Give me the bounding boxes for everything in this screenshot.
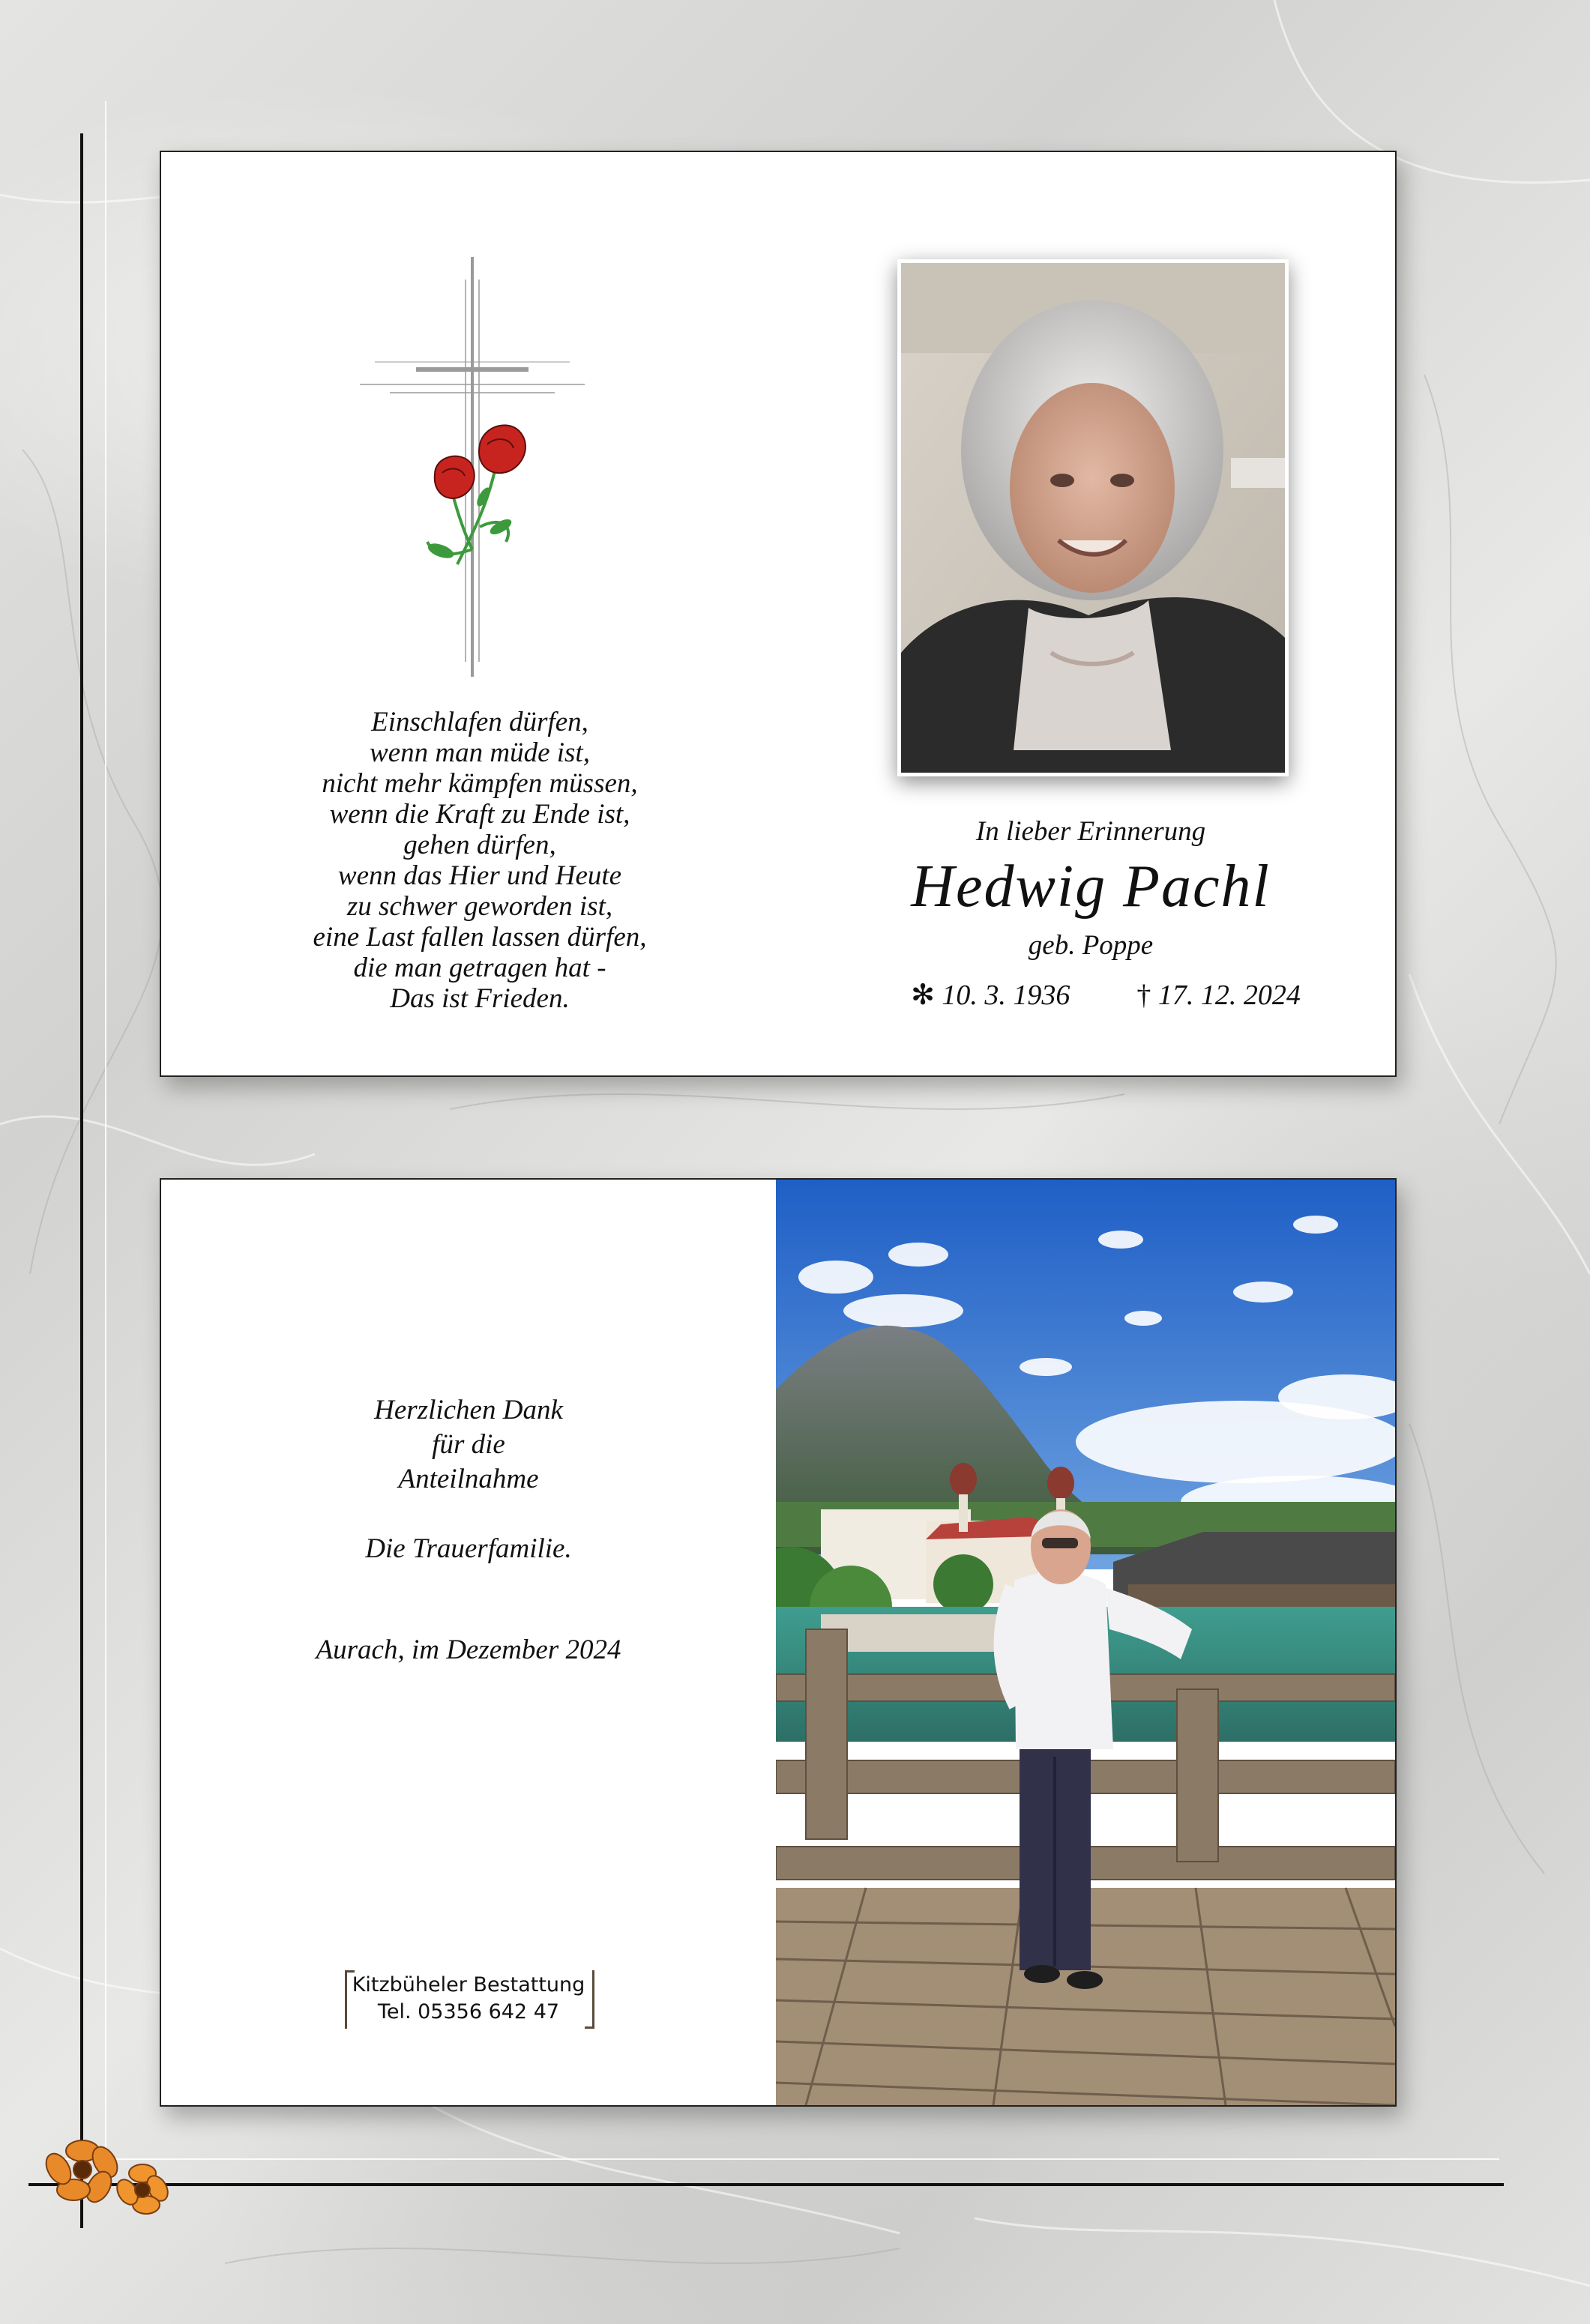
front-card [160, 151, 1397, 1077]
undertaker-logo [349, 1972, 588, 2026]
poem-line: eine Last fallen lassen dürfen, [313, 922, 647, 953]
undertaker-phone: Tel. 05356 642 47 [377, 2000, 560, 2023]
corner-flowers-icon [30, 2121, 172, 2218]
birth-symbol-icon: ✻ [911, 980, 935, 1011]
memorial-heading: In lieber Erinnerung [975, 816, 1206, 847]
death-date: 17. 12. 2024 [1157, 980, 1301, 1011]
portrait-photo [897, 259, 1289, 776]
poem-line: Einschlafen dürfen, [371, 707, 588, 737]
poem-line: Das ist Frieden. [390, 983, 570, 1014]
frame-vertical-light-line [105, 101, 106, 2155]
poem-line: wenn die Kraft zu Ende ist, [329, 799, 630, 830]
back-card [160, 1178, 1397, 2107]
family-signature: Die Trauerfamilie. [365, 1533, 572, 1564]
undertaker-name: Kitzbüheler Bestattung [352, 1973, 585, 1996]
thanks-line: für die [432, 1429, 505, 1460]
portrait-image [901, 263, 1285, 773]
frame-horizontal-line [28, 2183, 1504, 2186]
poem-line: die man getragen hat - [353, 953, 606, 983]
poem-line: zu schwer geworden ist, [346, 891, 613, 922]
cross-with-roses-icon [360, 257, 585, 684]
poem-line: nicht mehr kämpfen müssen, [322, 768, 638, 799]
deceased-name: Hedwig Pachl [911, 854, 1271, 920]
thanks-line: Anteilnahme [398, 1464, 539, 1494]
thanks-line: Herzlichen Dank [374, 1395, 563, 1425]
maiden-name: geb. Poppe [1028, 930, 1154, 961]
poem-line: wenn das Hier und Heute [337, 860, 622, 891]
death-symbol-icon: † [1136, 980, 1151, 1011]
frame-vertical-line [80, 133, 83, 2228]
lake-photo [776, 1180, 1395, 2105]
frame-horizontal-light-line [60, 2158, 1499, 2160]
birth-date: 10. 3. 1936 [942, 980, 1070, 1011]
place-and-date: Aurach, im Dezember 2024 [316, 1635, 621, 1665]
poem [274, 707, 686, 1014]
thanks-text [244, 1393, 693, 1497]
poem-line: gehen dürfen, [403, 830, 556, 860]
poem-line: wenn man müde ist, [370, 737, 590, 768]
life-dates [881, 978, 1331, 1012]
